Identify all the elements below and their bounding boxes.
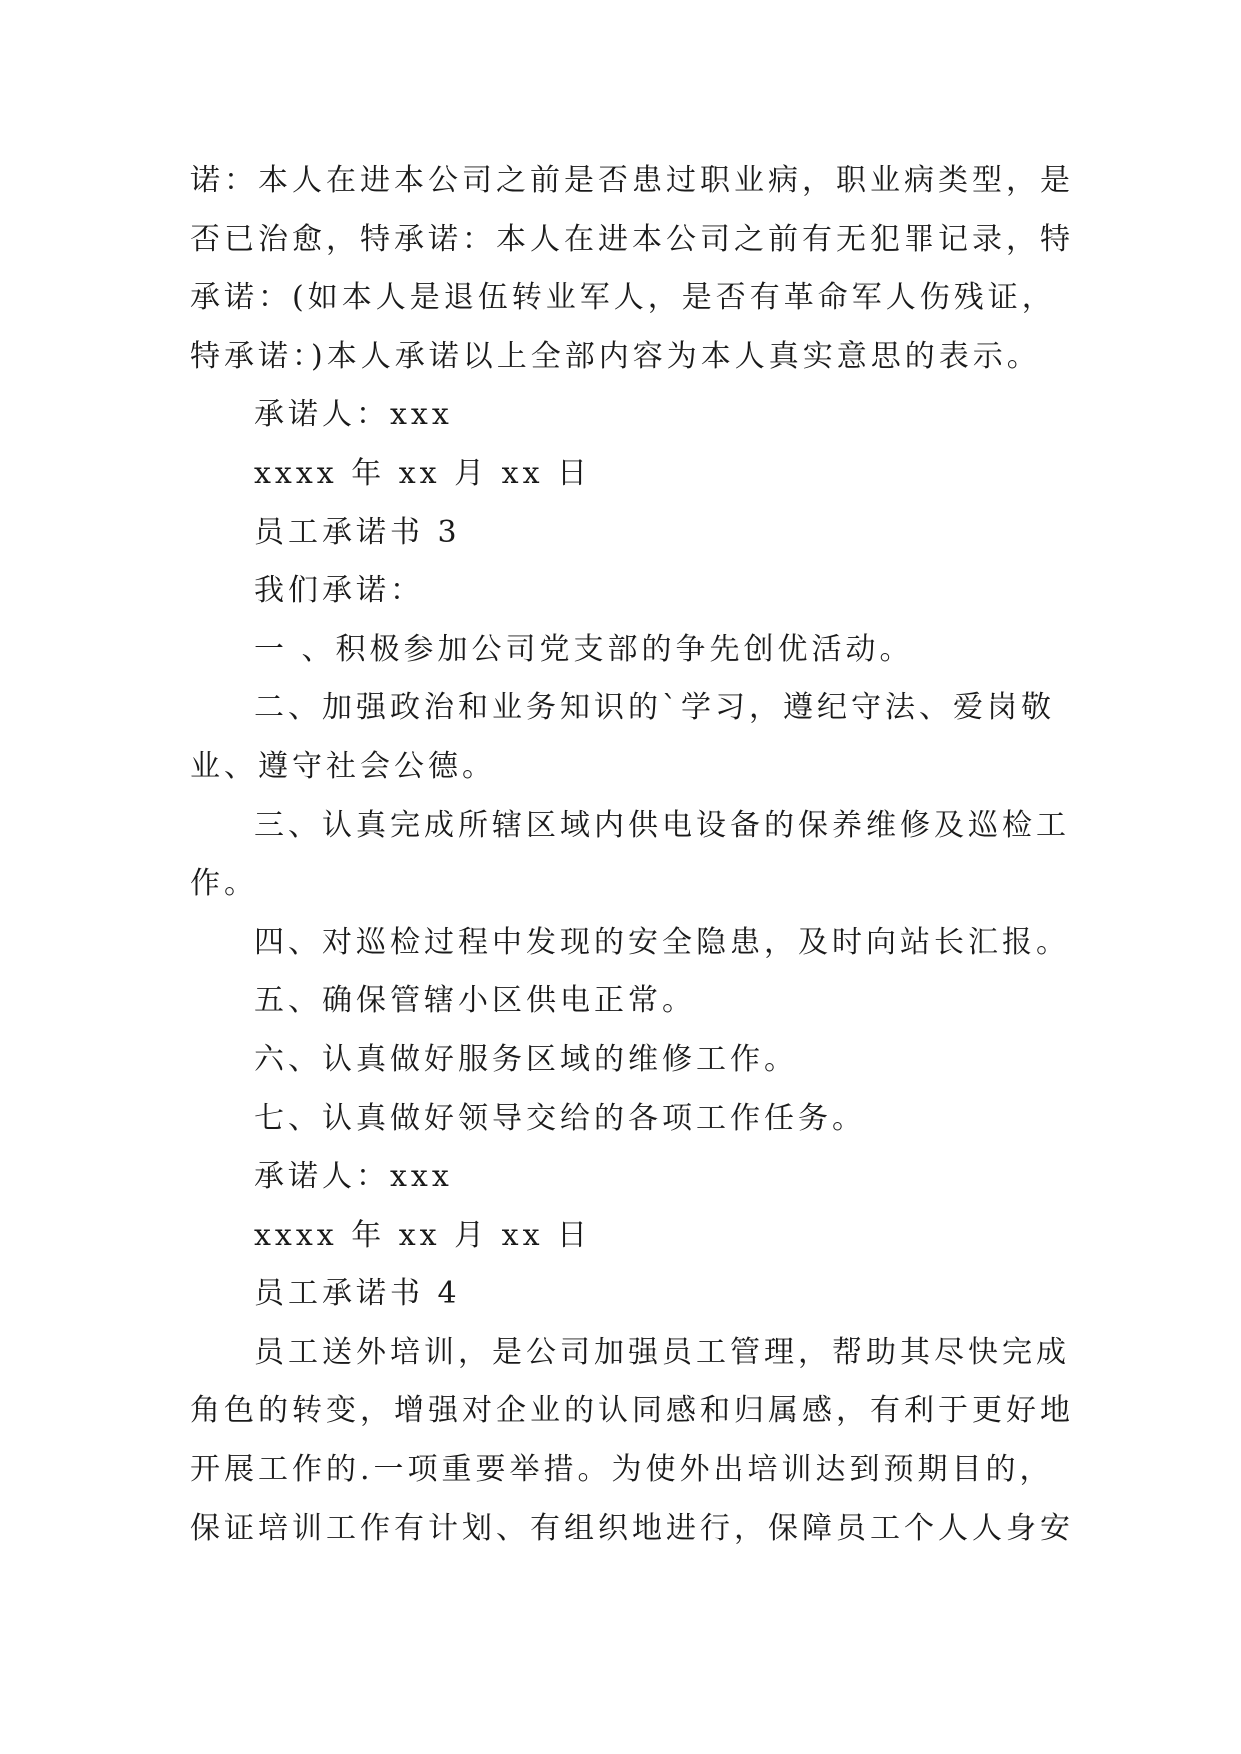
text-line: 开展工作的.一项重要举措。为使外出培训达到预期目的， <box>190 1452 1054 1488</box>
text-line: 一 、积极参加公司党支部的争先创优活动。 <box>254 631 914 667</box>
text-line: 作。 <box>190 866 258 902</box>
text-line: 承诺人：xxx <box>254 1159 453 1195</box>
text-line: 承诺：(如本人是退伍转业军人，是否有革命军人伤残证， <box>190 280 1056 316</box>
text-line: 我们承诺： <box>254 573 424 609</box>
document-body <box>190 152 1074 1558</box>
text-line: 四、对巡检过程中发现的安全隐患，及时向站长汇报。 <box>254 924 1070 960</box>
text-line: 二、加强政治和业务知识的`学习，遵纪守法、爱岗敬 <box>254 690 1055 726</box>
text-line: 三、认真完成所辖区域内供电设备的保养维修及巡检工 <box>254 807 1070 843</box>
text-line: 六、认真做好服务区域的维修工作。 <box>254 1041 798 1077</box>
text-line: 员工承诺书 3 <box>254 514 461 550</box>
text-line: 否已治愈，特承诺：本人在进本公司之前有无犯罪记录，特 <box>190 221 1074 257</box>
text-line: 员工承诺书 4 <box>254 1276 461 1312</box>
text-line: 业、遵守社会公德。 <box>190 748 496 784</box>
text-line: 特承诺：)本人承诺以上全部内容为本人真实意思的表示。 <box>190 338 1041 374</box>
text-line: 诺：本人在进本公司之前是否患过职业病，职业病类型，是 <box>190 163 1074 198</box>
text-line: xxxx 年 xx 月 xx 日 <box>254 1217 592 1253</box>
text-line: xxxx 年 xx 月 xx 日 <box>254 455 592 491</box>
text-line: 承诺人：xxx <box>254 397 453 433</box>
text-line: 员工送外培训，是公司加强员工管理，帮助其尽快完成 <box>254 1334 1070 1370</box>
text-line: 七、认真做好领导交给的各项工作任务。 <box>254 1100 866 1136</box>
text-line: 保证培训工作有计划、有组织地进行，保障员工个人人身安 <box>190 1510 1074 1546</box>
text-line: 五、确保管辖小区供电正常。 <box>254 983 696 1019</box>
text-line: 角色的转变，增强对企业的认同感和归属感，有利于更好地 <box>190 1393 1074 1429</box>
